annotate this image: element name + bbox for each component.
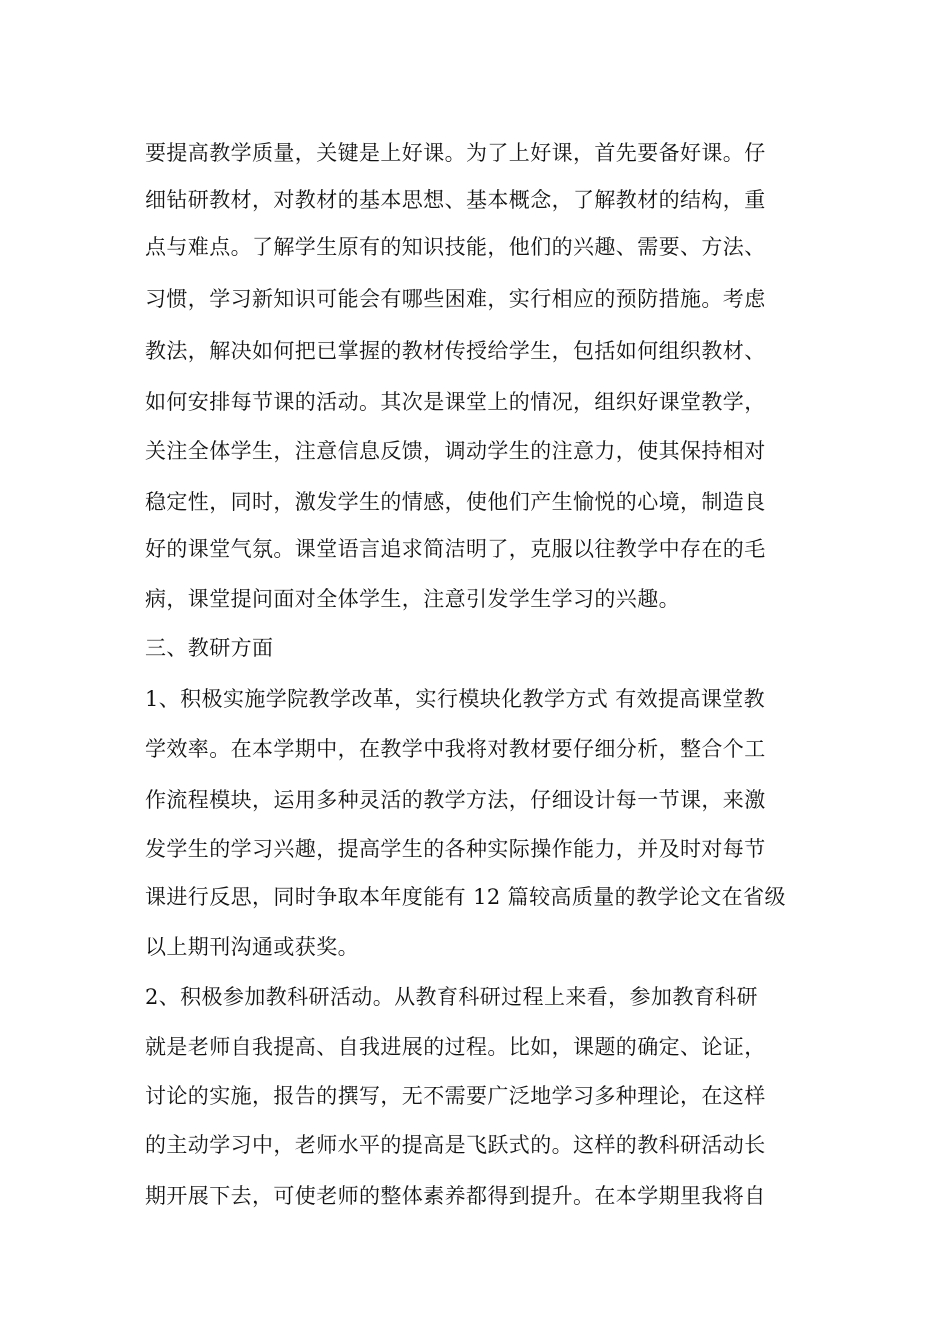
text-line: 作流程模块，运用多种灵活的教学方法，仔细设计每一节课，来激 <box>145 788 766 812</box>
text-line: 稳定性，同时，激发学生的情感，使他们产生愉悦的心境，制造良 <box>145 490 766 514</box>
text-line: 期开展下去，可使老师的整体素养都得到提升。在本学期里我将自 <box>145 1184 766 1208</box>
text-line: 习惯，学习新知识可能会有哪些困难，实行相应的预防措施。考虑 <box>145 287 766 311</box>
section-heading: 三、教研方面 <box>145 636 274 660</box>
text-line: 2、积极参加教科研活动。从教育科研过程上来看，参加教育科研 <box>145 985 758 1009</box>
text-line: 讨论的实施，报告的撰写，无不需要广泛地学习多种理论，在这样 <box>145 1084 766 1108</box>
text-line: 发学生的学习兴趣，提高学生的各种实际操作能力，并及时对每节 <box>145 837 766 861</box>
text-line: 教法，解决如何把已掌握的教材传授给学生，包括如何组织教材、 <box>145 339 766 363</box>
text-line: 如何安排每节课的活动。其次是课堂上的情况，组织好课堂教学， <box>145 390 766 414</box>
text-line: 学效率。在本学期中，在教学中我将对教材要仔细分析，整合个工 <box>145 737 766 761</box>
text-line: 1、积极实施学院教学改革，实行模块化教学方式 有效提高课堂教 <box>145 687 766 711</box>
text-line: 的主动学习中，老师水平的提高是飞跃式的。这样的教科研活动长 <box>145 1133 766 1157</box>
text-line: 好的课堂气氛。课堂语言追求简洁明了，克服以往教学中存在的毛 <box>145 537 766 561</box>
text-line: 关注全体学生，注意信息反馈，调动学生的注意力，使其保持相对 <box>145 439 766 463</box>
text-line: 要提高教学质量，关键是上好课。为了上好课，首先要备好课。仔 <box>145 141 766 165</box>
text-line: 就是老师自我提高、自我进展的过程。比如，课题的确定、论证， <box>145 1035 766 1059</box>
text-line: 以上期刊沟通或获奖。 <box>145 935 359 959</box>
text-line: 病，课堂提问面对全体学生，注意引发学生学习的兴趣。 <box>145 587 680 611</box>
text-line: 课进行反思，同时争取本年度能有 12 篇较高质量的教学论文在省级 <box>145 885 786 909</box>
text-line: 点与难点。了解学生原有的知识技能，他们的兴趣、需要、方法、 <box>145 235 766 259</box>
text-line: 细钻研教材，对教材的基本思想、基本概念，了解教材的结构，重 <box>145 188 766 212</box>
